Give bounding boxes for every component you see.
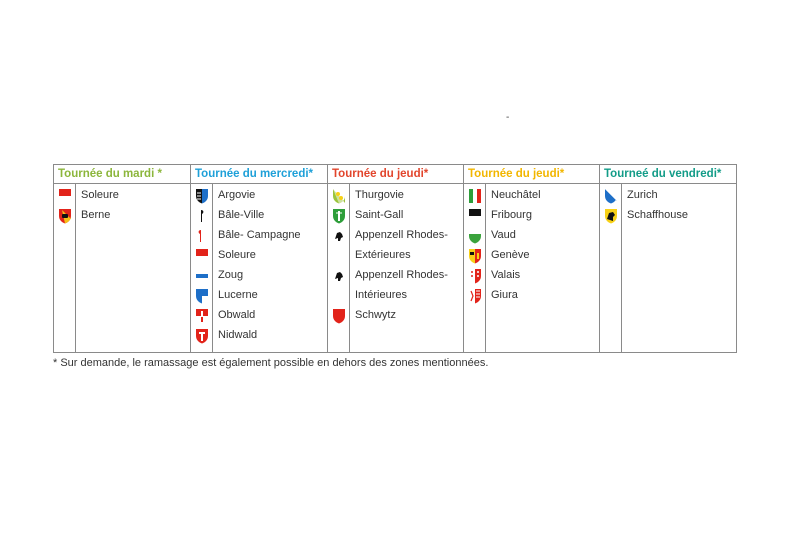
- canton-name: Giura: [491, 289, 518, 301]
- stgallen-fasces-icon: [332, 208, 346, 229]
- canton-name: Valais: [491, 269, 521, 281]
- canton-name: Appenzell Rhodes-: [355, 269, 448, 281]
- canton-name: Appenzell Rhodes-: [355, 229, 448, 241]
- baselland-staff-icon: [195, 228, 209, 249]
- canton-name: Lucerne: [218, 289, 258, 301]
- basel-staff-icon: [195, 208, 209, 229]
- soleure-flag-icon: [195, 248, 209, 269]
- canton-crest-column: [600, 184, 622, 352]
- canton-crest-column: [191, 184, 213, 352]
- tour-column-header: Tourneé du vendredi*: [600, 165, 736, 184]
- canton-crest-column: [464, 184, 486, 352]
- thurgau-lion-icon: [332, 188, 346, 209]
- tour-column: [54, 165, 191, 352]
- collection-tour-table: [53, 164, 737, 353]
- canton-crest-column: [328, 184, 350, 352]
- stray-dash: -: [506, 112, 510, 123]
- canton-name: Berne: [81, 209, 111, 221]
- footnote: * Sur demande, le ramassage est également possible en dehors des zones mentionnées.: [53, 357, 489, 369]
- tour-column-header: Tournée du jeudi*: [328, 165, 463, 184]
- canton-name: Schaffhouse: [627, 209, 688, 221]
- tour-column: [328, 165, 464, 352]
- schwyz-crest-icon: [332, 308, 346, 329]
- bern-bear-icon: [58, 208, 72, 229]
- canton-name: Schwytz: [355, 309, 396, 321]
- canton-name: Fribourg: [491, 209, 532, 221]
- zug-crest-icon: [195, 268, 209, 289]
- tour-column-header: Tournée du mercredi*: [191, 165, 327, 184]
- canton-name-column: [486, 184, 599, 352]
- canton-name: Saint-Gall: [355, 209, 404, 221]
- canton-name: Thurgovie: [355, 189, 404, 201]
- canton-name-column: [76, 184, 190, 352]
- valais-stars-icon: [468, 268, 482, 289]
- canton-name: Nidwald: [218, 329, 258, 341]
- tour-column: [464, 165, 600, 352]
- canton-name-column: [622, 184, 736, 352]
- nidwalden-key-icon: [195, 328, 209, 349]
- vaud-crest-icon: [468, 228, 482, 249]
- tour-column: [600, 165, 736, 352]
- canton-name: Bâle-Ville: [218, 209, 265, 221]
- appenzell-bear-icon: [332, 268, 346, 289]
- aargau-crest-icon: [195, 188, 209, 209]
- schaffhausen-ram-icon: [604, 208, 618, 229]
- canton-name: Soleure: [81, 189, 119, 201]
- appenzell-bear-icon: [332, 228, 346, 249]
- canton-name: Zoug: [218, 269, 244, 281]
- zurich-crest-icon: [604, 188, 618, 209]
- lucerne-crest-icon: [195, 288, 209, 309]
- canton-name: Bâle- Campagne: [218, 229, 301, 241]
- canton-crest-column: [54, 184, 76, 352]
- canton-name: Neuchâtel: [491, 189, 541, 201]
- canton-name: Genève: [491, 249, 530, 261]
- tour-column: [191, 165, 328, 352]
- fribourg-crest-icon: [468, 208, 482, 229]
- canton-name: Soleure: [218, 249, 256, 261]
- canton-name: Obwald: [218, 309, 256, 321]
- canton-name: Zurich: [627, 189, 658, 201]
- canton-name: Vaud: [491, 229, 516, 241]
- canton-name: Argovie: [218, 189, 256, 201]
- soleure-flag-icon: [58, 188, 72, 209]
- canton-name-column: [350, 184, 463, 352]
- geneva-crest-icon: [468, 248, 482, 269]
- canton-name: Extérieures: [355, 249, 411, 261]
- obwalden-key-icon: [195, 308, 209, 329]
- tour-column-header: Tournée du jeudi*: [464, 165, 599, 184]
- neuchatel-flag-icon: [468, 188, 482, 209]
- jura-crest-icon: [468, 288, 482, 309]
- canton-name-column: [213, 184, 327, 352]
- tour-column-header: Tournée du mardi *: [54, 165, 190, 184]
- canton-name: Intérieures: [355, 289, 407, 301]
